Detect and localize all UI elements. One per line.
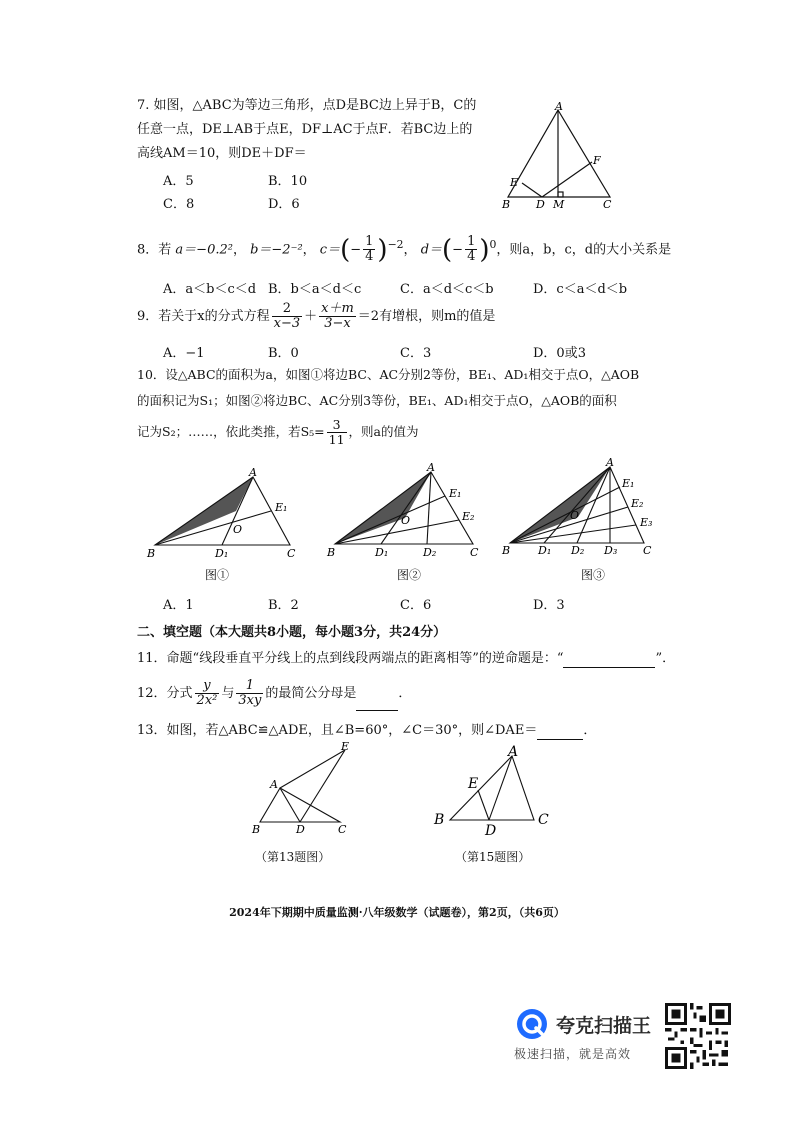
q15-figure xyxy=(428,742,558,838)
q10f3-label-b: B xyxy=(502,544,511,557)
q12-prefix: 12．分式 xyxy=(137,686,193,701)
q7-option-c: C．8 xyxy=(163,197,195,212)
q12-f2-num: 1 xyxy=(236,679,263,694)
q7-option-d: D．6 xyxy=(268,197,300,212)
q15-caption: （第15题图） xyxy=(455,850,531,864)
q10-fraction xyxy=(327,418,347,447)
q10f3-label-d3: D₃ xyxy=(604,544,618,557)
q12-tail: 的最简公分母是 xyxy=(265,686,357,701)
q13-label-b: B xyxy=(252,823,261,836)
q10f2-label-c: C xyxy=(470,546,479,559)
q11-text: 11．命题“线段垂直平分线上的点到线段两端点的距离相等”的逆命题是：“ xyxy=(137,651,564,666)
q15-label-e: E xyxy=(468,776,479,792)
q9-option-b: B．0 xyxy=(268,346,299,361)
q9-f1-num: 2 xyxy=(272,302,303,317)
q10f3-label-o: O xyxy=(570,509,580,522)
q8-a-def: a＝−0.2² xyxy=(175,242,233,258)
q10f3-label-e1: E₁ xyxy=(622,477,635,490)
q10f2-label-e2: E₂ xyxy=(462,510,475,523)
page-footer: 2024年下期期中质量监测·八年级数学（试题卷），第2页，（共6页） xyxy=(229,906,565,919)
q7-line-3: 高线AM＝10，则DE＋DF＝ xyxy=(137,146,307,161)
q13-end: ． xyxy=(583,723,597,738)
q13-caption: （第13题图） xyxy=(255,850,331,864)
q8-d-den: 4 xyxy=(467,249,476,265)
q13-figure xyxy=(245,742,365,838)
q15-label-a: A xyxy=(508,744,519,760)
q10-caption-2: 图② xyxy=(397,568,422,582)
q8-d-fraction xyxy=(465,235,477,264)
q10f2-label-d1: D₁ xyxy=(375,546,389,559)
q12-fraction-1 xyxy=(195,679,220,708)
q8-c-den: 4 xyxy=(365,249,374,265)
q12-fraction-2 xyxy=(236,679,263,708)
q9-f2-den: 3−x xyxy=(324,316,351,331)
q9-option-d: D．0或3 xyxy=(533,346,586,361)
q7-label-b: B xyxy=(502,198,511,211)
q9-prefix: 9．若关于x的分式方程 xyxy=(137,309,270,324)
q10-figure-2 xyxy=(325,460,485,560)
q8-c-num: 1 xyxy=(365,234,374,250)
q13-label-c: C xyxy=(338,823,347,836)
q8-d-num: 1 xyxy=(467,234,476,250)
q10-caption-3: 图③ xyxy=(581,568,606,582)
q13-label-a: A xyxy=(270,778,278,791)
q10f3-label-e2: E₂ xyxy=(631,497,644,510)
q10-line-1: 10．设△ABC的面积为a，如图①将边BC、AC分别2等份，BE₁、AD₁相交于点O，△AOB xyxy=(137,367,640,382)
q11-question xyxy=(137,650,675,668)
q10-option-a: A．1 xyxy=(163,598,194,613)
q10f1-label-a: A xyxy=(249,466,257,479)
q10-figure-1 xyxy=(145,465,305,565)
q13-label-d: D xyxy=(296,823,305,836)
q12-mid: 与 xyxy=(221,686,235,701)
q10f1-label-b: B xyxy=(147,547,156,560)
q10-option-b: B．2 xyxy=(268,598,299,613)
q7-label-d: D xyxy=(536,198,545,211)
scanner-watermark xyxy=(512,1003,752,1073)
q8-c-fraction xyxy=(363,235,375,264)
q10-figure-3 xyxy=(500,455,665,559)
q8-d-exp: 0 xyxy=(489,238,497,251)
q10-option-c: C．6 xyxy=(400,598,432,613)
q13-label-e: E xyxy=(341,742,350,753)
q10-frac-num: 3 xyxy=(327,418,347,433)
q7-label-a: A xyxy=(555,100,563,113)
q8-number: 8．若 xyxy=(137,242,172,258)
q10f3-label-d2: D₂ xyxy=(571,544,585,557)
q8-d-sign: − xyxy=(452,242,464,258)
q8-c-exp: −2 xyxy=(387,238,404,251)
q9-question xyxy=(137,300,495,334)
q13-text: 13．如图，若△ABC≌△ADE，且∠B=60°，∠C＝30°，则∠DAE＝ xyxy=(137,723,538,738)
q7-option-b: B．10 xyxy=(268,174,308,189)
q8-option-d: D．c＜a＜d＜b xyxy=(533,282,628,297)
q12-question xyxy=(137,677,411,711)
q15-label-b: B xyxy=(434,812,445,828)
q10f2-label-e1: E₁ xyxy=(449,487,462,500)
q10f1-label-e1: E₁ xyxy=(275,501,288,514)
q8-tail: ，则a，b，c，d的大小关系是 xyxy=(496,242,672,258)
q7-label-f: F xyxy=(593,154,601,167)
q10-option-d: D．3 xyxy=(533,598,565,613)
q10f2-label-d2: D₂ xyxy=(423,546,437,559)
q11-end: ”． xyxy=(655,651,676,666)
q10f3-label-c: C xyxy=(643,544,652,557)
q12-end: ． xyxy=(398,686,412,701)
scanner-brand-slogan: 极速扫描，就是高效 xyxy=(514,1047,632,1061)
q10f3-label-e3: E₃ xyxy=(640,516,653,529)
q10f3-label-a: A xyxy=(606,456,614,469)
q10-l3-pre: 记为S₂；……，依此类推，若S₅= xyxy=(137,424,325,439)
q9-fraction-2 xyxy=(319,302,356,331)
q8-option-c: C．a＜d＜c＜b xyxy=(400,282,494,297)
q10-frac-den: 11 xyxy=(328,432,345,447)
q12-answer-blank[interactable] xyxy=(356,696,398,711)
q10-line-2: 的面积记为S₁；如图②将边BC、AC分别3等份，BE₁、AD₁相交于点O，△AOB的面积 xyxy=(137,393,617,408)
q8-option-a: A．a＜b＜c＜d xyxy=(163,282,257,297)
q15-label-d: D xyxy=(485,823,497,838)
q8-d-label: d＝ xyxy=(420,242,443,258)
q10f1-label-o: O xyxy=(233,523,243,536)
q9-fraction-1 xyxy=(272,302,303,331)
q10-l3-post: ，则a的值为 xyxy=(348,424,419,439)
q9-plus: ＋ xyxy=(304,309,318,324)
q10-line-3 xyxy=(137,416,418,448)
q15-label-c: C xyxy=(538,812,549,828)
q9-f2-num: x＋m xyxy=(321,301,354,316)
q7-label-e: E xyxy=(510,176,519,189)
q10-caption-1: 图① xyxy=(205,568,230,582)
qr-code-icon xyxy=(665,1003,731,1069)
q12-f1-num: y xyxy=(195,679,220,694)
q12-f1-den: 2x² xyxy=(196,693,218,708)
q10f2-label-o: O xyxy=(401,514,411,527)
q13-answer-blank[interactable] xyxy=(537,725,583,740)
q13-question xyxy=(137,722,596,740)
q9-f1-den: x−3 xyxy=(273,316,301,331)
scanner-logo-icon xyxy=(515,1007,549,1041)
q8-option-b: B．b＜a＜d＜c xyxy=(268,282,362,297)
q7-label-m: M xyxy=(553,198,565,211)
q7-option-a: A．5 xyxy=(163,174,194,189)
scanner-brand-name: 夸克扫描王 xyxy=(556,1015,652,1037)
q8-c-label: c＝ xyxy=(319,242,341,258)
q12-f2-den: 3xy xyxy=(238,693,262,708)
q7-line-1: 7. 如图，△ABC为等边三角形，点D是BC边上异于B，C的 xyxy=(137,98,477,113)
q8-b-def: b＝−2⁻² xyxy=(250,242,303,258)
q8-c-sign: − xyxy=(350,242,362,258)
q9-option-c: C．3 xyxy=(400,346,432,361)
q8-question: 8．若 a＝−0.2²， b＝−2⁻²， c＝(− $\frac{1}{4}$ )$^{-2}$， d＝(− $\frac{1}{4}$ )$^0$，则a，b，c，d的大小关系是 xyxy=(137,234,672,265)
q9-tail: ＝2有增根，则m的值是 xyxy=(357,309,496,324)
q10f1-label-d1: D₁ xyxy=(215,547,229,560)
q10f2-label-a: A xyxy=(427,461,435,474)
q10f1-label-c: C xyxy=(287,547,296,560)
q11-answer-blank[interactable] xyxy=(563,653,655,668)
q7-figure xyxy=(500,100,620,212)
section-2-heading: 二、填空题（本大题共8小题，每小题3分，共24分） xyxy=(137,625,447,640)
q9-option-a: A．−1 xyxy=(163,346,205,361)
q7-label-c: C xyxy=(603,198,612,211)
q10f2-label-b: B xyxy=(327,546,336,559)
q10f3-label-d1: D₁ xyxy=(538,544,552,557)
q7-line-2: 任意一点，DE⊥AB于点E，DF⊥AC于点F．若BC边上的 xyxy=(137,122,473,137)
